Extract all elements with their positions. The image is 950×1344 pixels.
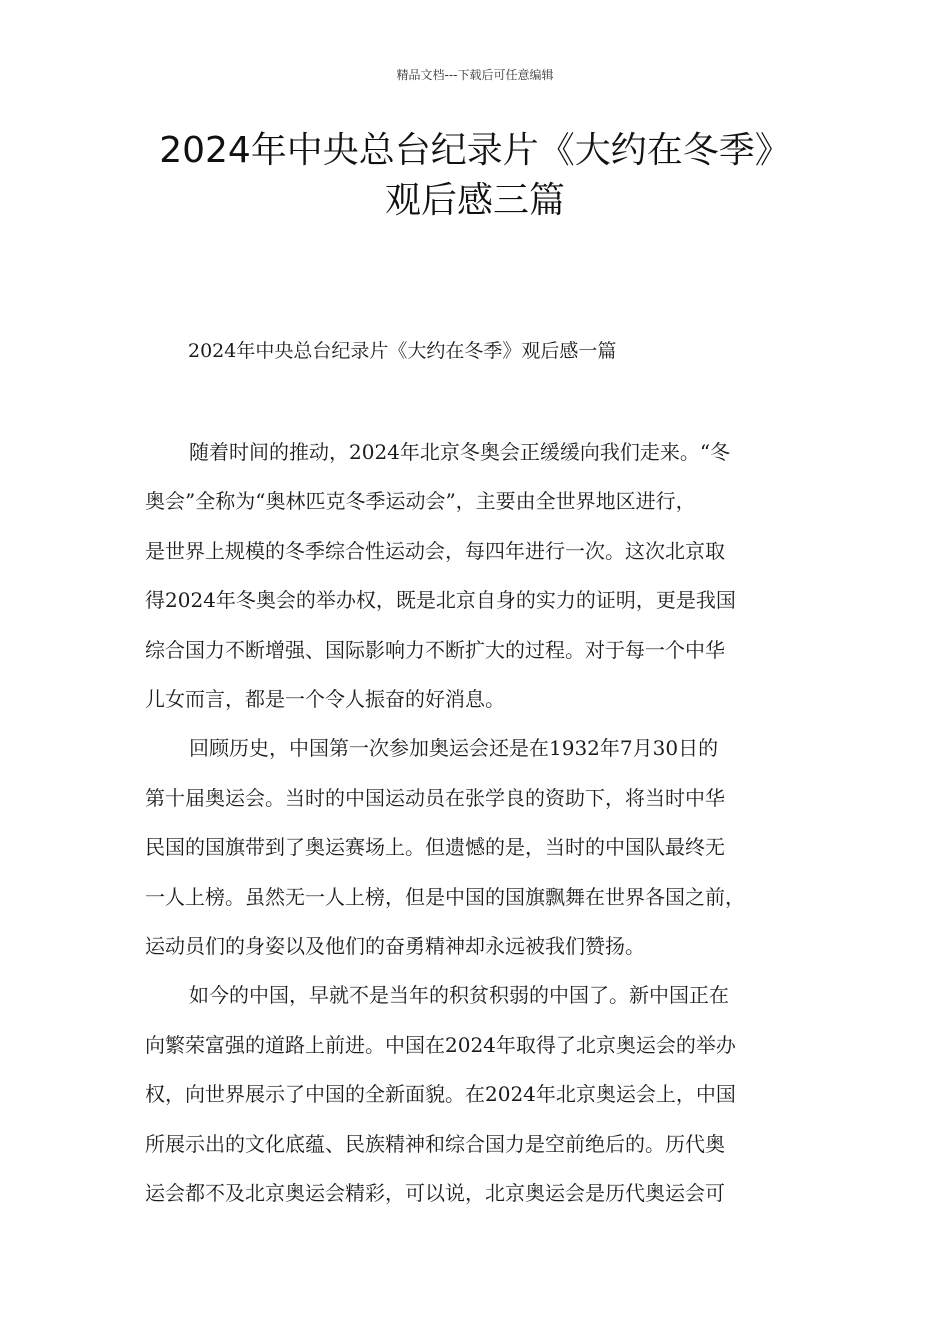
paragraph-line: 向繁荣富强的道路上前进。中国在2024年取得了北京奥运会的举办 (145, 1032, 736, 1057)
document-body (145, 428, 810, 1219)
paragraph-line: 权，向世界展示了中国的全新面貌。在2024年北京奥运会上，中国 (145, 1082, 736, 1107)
document-title-line-1: 2024年中央总台纪录片《大约在冬季》 (159, 130, 791, 171)
document-title-line-2: 观后感三篇 (384, 180, 565, 221)
section-heading: 2024年中央总台纪录片《大约在冬季》观后感一篇 (188, 340, 617, 362)
paragraph-2 (145, 724, 810, 971)
paragraph-line: 第十届奥运会。当时的中国运动员在张学良的资助下，将当时中华 (145, 785, 725, 810)
paragraph-line: 是世界上规模的冬季综合性运动会，每四年进行一次。这次北京取 (145, 538, 725, 563)
paragraph-line: 所展示出的文化底蕴、民族精神和综合国力是空前绝后的。历代奥 (145, 1131, 725, 1156)
paragraph-line: 综合国力不断增强、国际影响力不断扩大的过程。对于每一个中华 (145, 637, 725, 662)
paragraph-line: 奥会”全称为“奥林匹克冬季运动会”，主要由全世界地区进行， (145, 489, 696, 514)
paragraph-line: 如今的中国，早就不是当年的积贫积弱的中国了。新中国正在 (189, 983, 729, 1008)
paragraph-3 (145, 971, 810, 1218)
page-header: 精品文档---下载后可任意编辑 (396, 68, 554, 82)
paragraph-line: 得2024年冬奥会的举办权，既是北京自身的实力的证明，更是我国 (145, 588, 736, 613)
paragraph-line: 儿女而言，都是一个令人振奋的好消息。 (145, 687, 505, 712)
paragraph-1 (145, 428, 810, 724)
paragraph-line: 一人上榜。虽然无一人上榜，但是中国的国旗飘舞在世界各国之前， (145, 884, 745, 909)
paragraph-line: 随着时间的推动，2024年北京冬奥会正缓缓向我们走来。“冬 (189, 440, 731, 464)
paragraph-line: 运会都不及北京奥运会精彩，可以说，北京奥运会是历代奥运会可 (145, 1181, 725, 1206)
paragraph-line: 民国的国旗带到了奥运赛场上。但遗憾的是，当时的中国队最终无 (145, 835, 725, 860)
paragraph-line: 回顾历史，中国第一次参加奥运会还是在1932年7月30日的 (189, 736, 719, 761)
paragraph-line: 运动员们的身姿以及他们的奋勇精神却永远被我们赞扬。 (145, 934, 645, 959)
document-title (100, 126, 850, 226)
